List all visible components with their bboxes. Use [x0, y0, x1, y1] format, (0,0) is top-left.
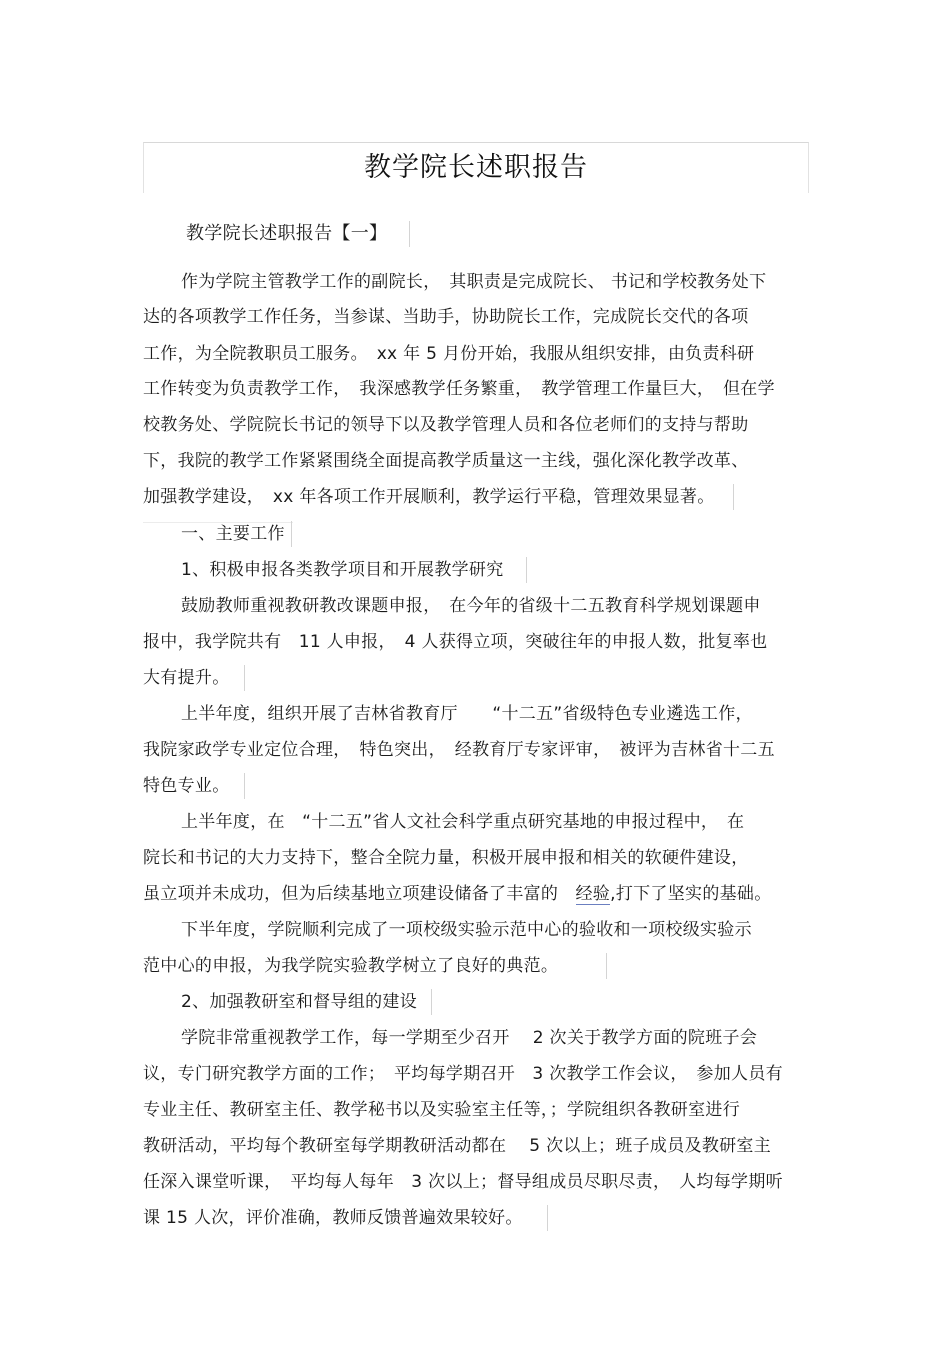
text-segment: 一、主要工作 [181, 524, 285, 544]
paragraph-line [143, 948, 607, 984]
paragraph-line [181, 1020, 757, 1056]
paragraph-line [143, 443, 749, 479]
paragraph-line [181, 912, 752, 948]
subheading-line [181, 516, 292, 552]
document-title: 教学院长述职报告 [364, 152, 588, 183]
paragraph-line [143, 1128, 771, 1164]
text-segment: 议，专门研究教学方面的工作； 平均每学期召开 3 次教学工作会议， 参加人员有 [143, 1064, 783, 1084]
line-end-marker [291, 521, 292, 547]
text-segment: 2、加强教研室和督导组的建设 [181, 992, 418, 1012]
paragraph-line [143, 299, 749, 335]
text-segment: 达的各项教学工作任务，当参谋、当助手，协助院长工作，完成院长交代的各项 [143, 307, 749, 327]
line-end-marker [526, 557, 527, 583]
text-segment: 工作，为全院教职员工服务。 xx 年 5 月份开始，我服从组织安排，由负责科研 [143, 344, 755, 364]
paragraph-line [143, 1056, 783, 1092]
text-segment: 范中心的申报，为我学院实验教学树立了良好的典范。 [143, 956, 559, 976]
experience-link[interactable]: 经验 [575, 884, 611, 904]
paragraph-line [143, 732, 775, 768]
paragraph-line [143, 1092, 740, 1128]
text-segment: 1、积极申报各类教学项目和开展教学研究 [181, 560, 504, 580]
paragraph-line [143, 336, 754, 372]
paragraph-line [181, 696, 753, 732]
section-heading: 教学院长述职报告【一】 [186, 223, 388, 244]
paragraph-line [143, 1200, 548, 1236]
text-segment: 下半年度，学院顺利完成了一项校级实验示范中心的验收和一项校级实验示 [181, 920, 752, 940]
line-end-marker [431, 989, 432, 1015]
paragraph-line [143, 1164, 783, 1200]
text-segment: 虽立项并未成功，但为后续基地立项建设储备了丰富的 [143, 884, 576, 904]
paragraph-line [143, 371, 775, 407]
text-segment: 学院非常重视教学工作，每一学期至少召开 2 次关于教学方面的院班子会 [181, 1028, 758, 1048]
text-segment: 上半年度，在 “十二五”省人文社会科学重点研究基地的申报过程中， 在 [181, 812, 745, 832]
paragraph-line [143, 876, 772, 912]
text-segment: ,打下了坚实的基础。 [610, 884, 772, 904]
text-segment: 任深入课堂听课， 平均每人每年 3 次以上；督导组成员尽职尽责， 人均每学期听 [143, 1172, 783, 1192]
paragraph-line [181, 804, 744, 840]
text-segment: 我院家政学专业定位合理， 特色突出， 经教育厅专家评审， 被评为吉林省十二五 [143, 740, 775, 760]
subheading-line [181, 984, 432, 1020]
subheading-line [181, 552, 527, 588]
text-segment: 上半年度，组织开展了吉林省教育厅 “十二五”省级特色专业遴选工作， [181, 704, 753, 724]
text-segment: 作为学院主管教学工作的副院长， 其职责是完成院长、 书记和学校教务处下 [181, 272, 767, 292]
line-end-marker [606, 953, 607, 979]
paragraph-line [181, 264, 766, 300]
text-segment: 下，我院的教学工作紧紧围绕全面提高教学质量这一主线，强化深化教学改革、 [143, 451, 749, 471]
section-heading-row [186, 216, 410, 252]
text-segment: 工作转变为负责教学工作， 我深感教学任务繁重， 教学管理工作量巨大， 但在学 [143, 379, 775, 399]
paragraph-line [143, 624, 767, 660]
text-segment: 校教务处、学院院长书记的领导下以及教学管理人员和各位老师们的支持与帮助 [143, 415, 749, 435]
line-end-marker [547, 1205, 548, 1231]
text-segment: 大有提升。 [143, 668, 230, 688]
line-end-marker [244, 665, 245, 691]
paragraph-line [181, 588, 761, 624]
paragraph-line [143, 660, 245, 696]
text-segment: 专业主任、教研室主任、教学秘书以及实验室主任等，；学院组织各教研室进行 [143, 1100, 740, 1120]
text-segment: 课 15 人次，评价准确，教师反馈普遍效果较好。 [143, 1208, 523, 1228]
text-segment: 报中，我学院共有 11 人申报， 4 人获得立项，突破往年的申报人数，批复率也 [143, 632, 768, 652]
paragraph-line [143, 479, 734, 515]
text-segment: 特色专业。 [143, 776, 230, 796]
paragraph-line [143, 840, 749, 876]
text-segment: 加强教学建设， xx 年各项工作开展顺利，教学运行平稳，管理效果显著。 [143, 487, 715, 507]
title-box [143, 142, 809, 193]
paragraph-line [143, 407, 749, 443]
text-segment: 院长和书记的大力支持下，整合全院力量，积极开展申报和相关的软硬件建设， [143, 848, 749, 868]
text-segment: 教研活动，平均每个教研室每学期教研活动都在 5 次以上；班子成员及教研室主 [143, 1136, 772, 1156]
line-end-marker [733, 484, 734, 510]
line-end-marker [409, 221, 410, 247]
line-end-marker [244, 773, 245, 799]
text-segment: 鼓励教师重视教研教改课题申报， 在今年的省级十二五教育科学规划课题申 [181, 596, 761, 616]
paragraph-line [143, 768, 245, 804]
